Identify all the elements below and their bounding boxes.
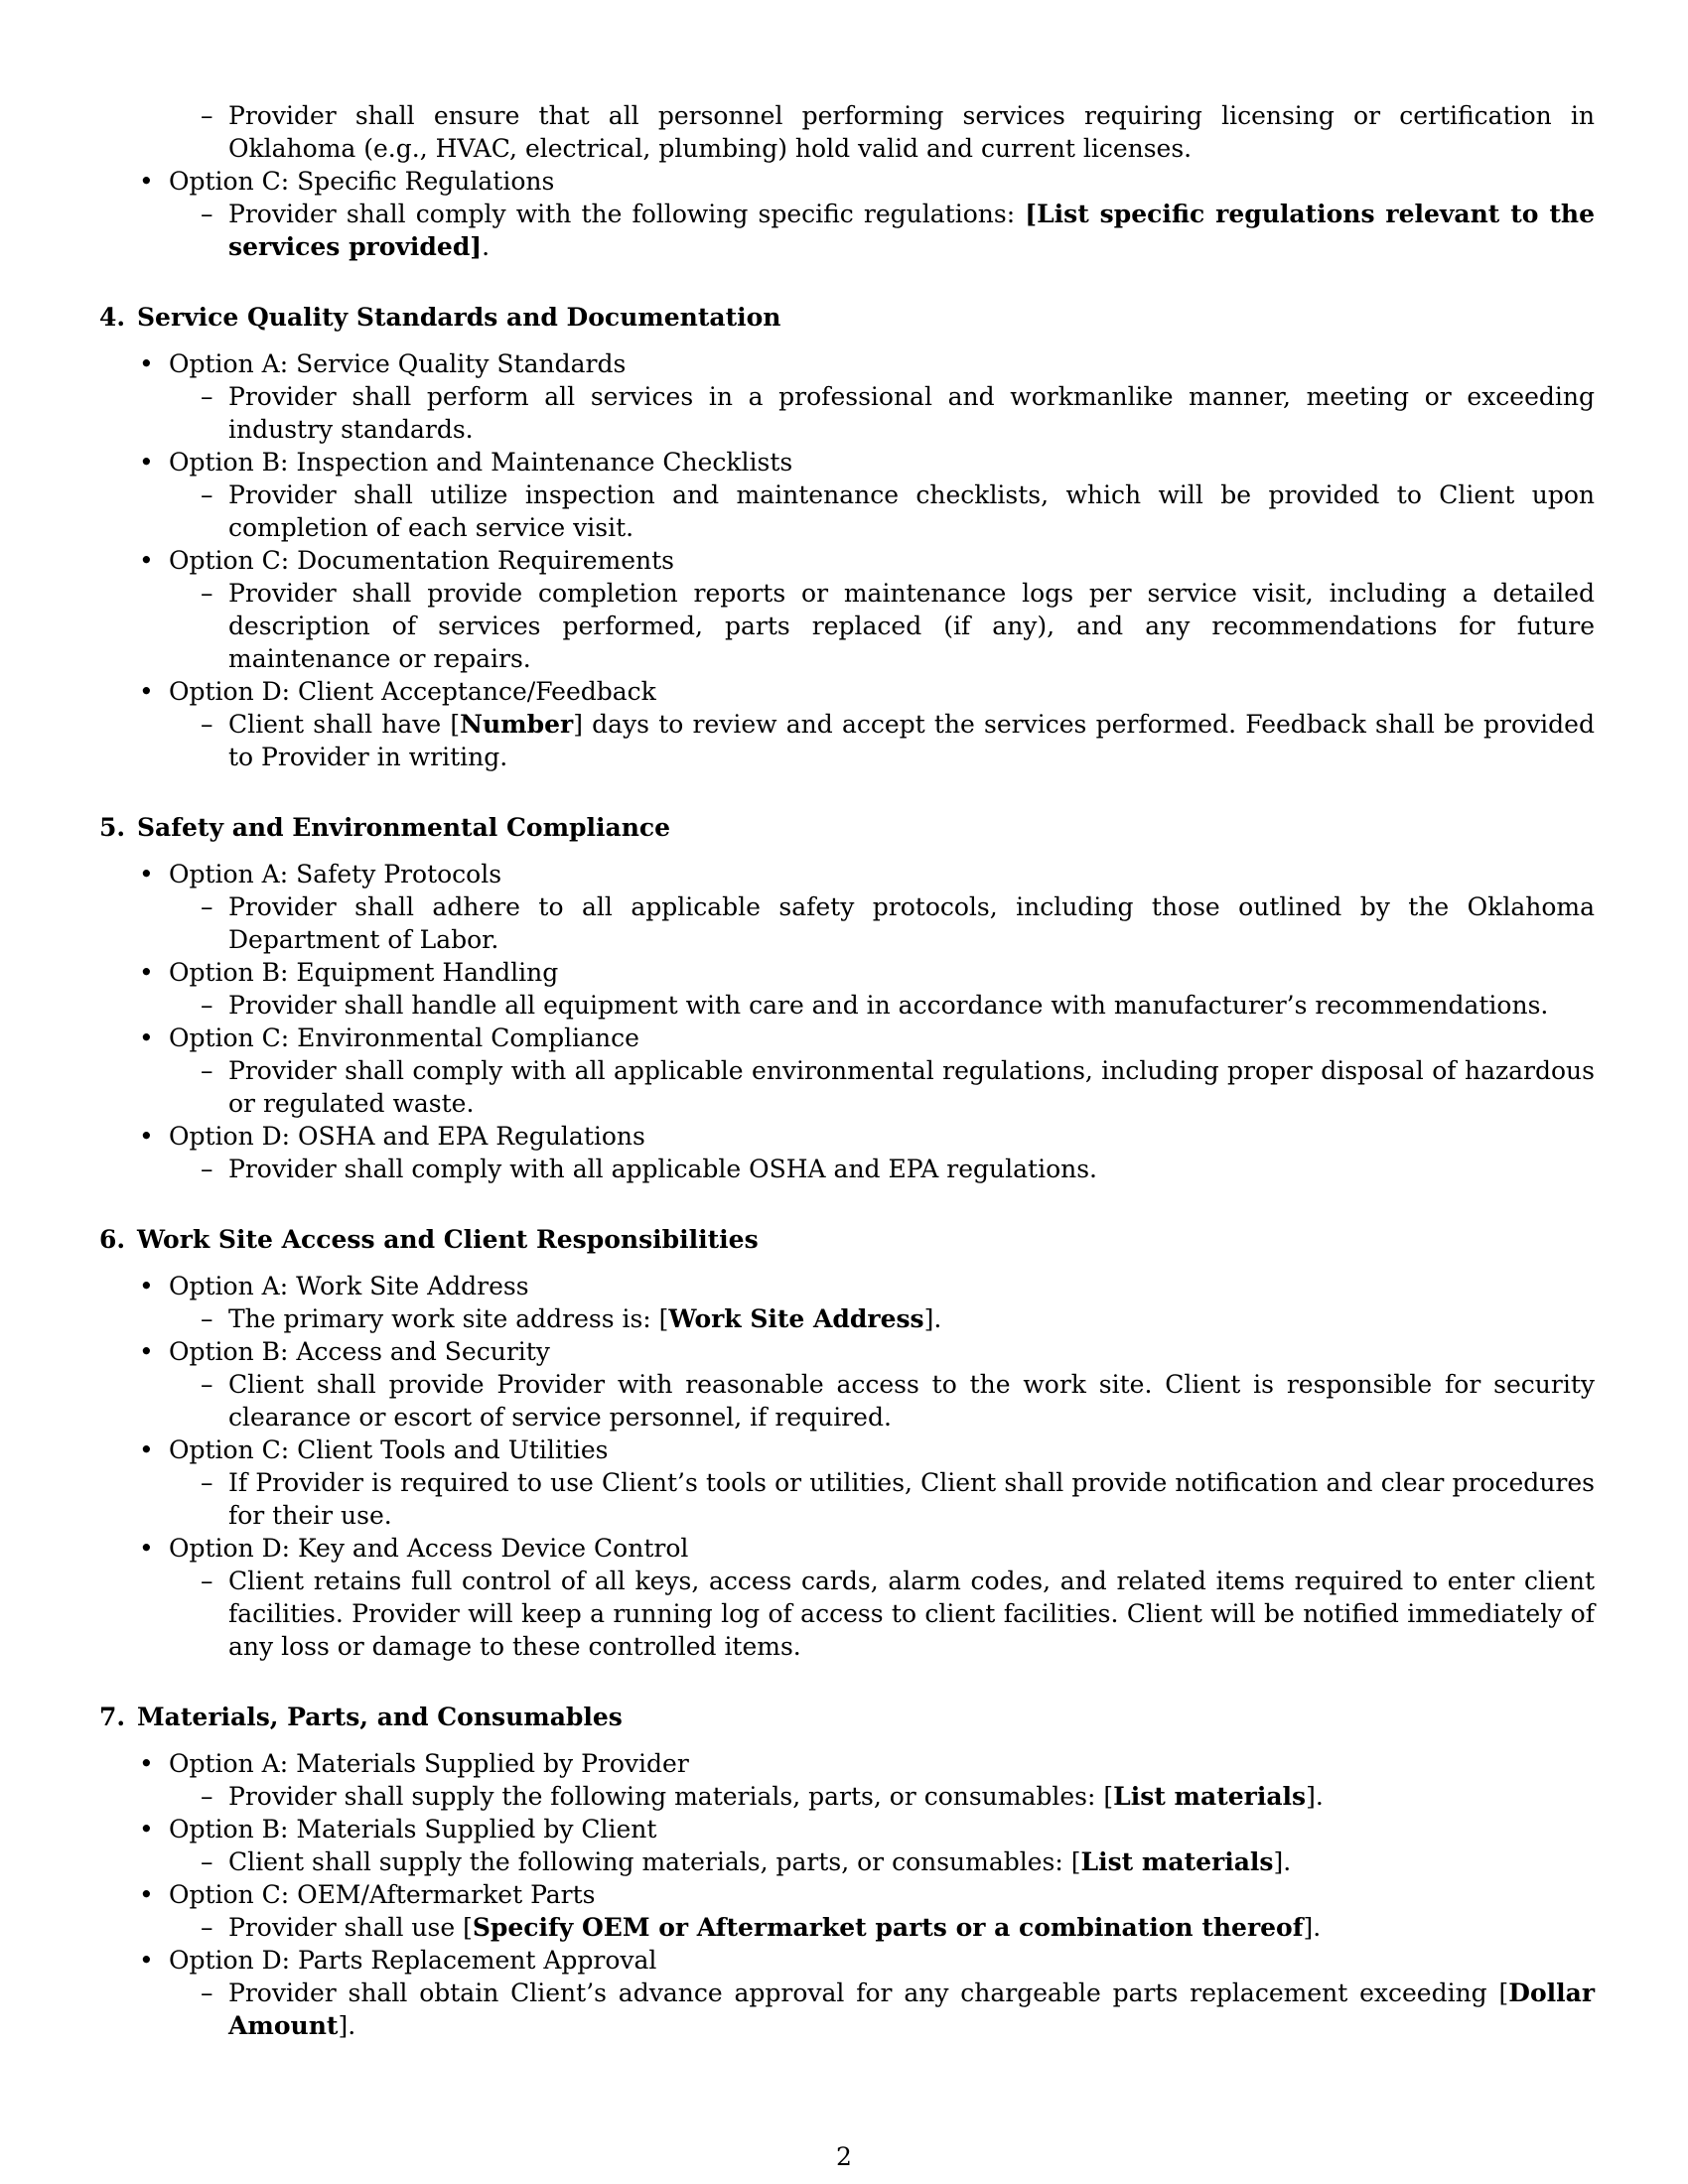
dash-marker: – (201, 579, 213, 608)
option-item (99, 544, 1595, 577)
bullet-marker: • (139, 1272, 154, 1300)
bullet-marker: • (139, 677, 154, 706)
section-heading (99, 811, 1595, 844)
sub-item (99, 708, 1595, 773)
sub-item-text: Provider shall comply with all applicable environmental regulations, including proper disposal of hazardous or regulated waste. (228, 1056, 1595, 1118)
option-label: Option C: Client Tools and Utilities (169, 1435, 609, 1464)
sub-item (99, 1466, 1595, 1532)
option-label: Option A: Service Quality Standards (169, 349, 627, 378)
placeholder-field: Specify OEM or Aftermarket parts or a combination thereof (472, 1913, 1304, 1942)
option-item (99, 1944, 1595, 1977)
bullet-marker: • (139, 1946, 154, 1975)
sub-item (99, 989, 1595, 1022)
sub-item-text: Provider shall handle all equipment with care and in accordance with manufacturer’s recommendations. (228, 991, 1549, 1020)
sub-item (99, 380, 1595, 446)
dash-marker: – (201, 101, 213, 130)
option-item (99, 347, 1595, 380)
option-label: Option D: OSHA and EPA Regulations (169, 1122, 645, 1151)
option-item (99, 1270, 1595, 1302)
page-number: 2 (836, 2142, 852, 2171)
option-label: Option C: Specific Regulations (169, 167, 555, 196)
sub-item (99, 1368, 1595, 1433)
option-item (99, 1335, 1595, 1368)
bullet-marker: • (139, 1435, 154, 1464)
sub-item-text: Provider shall utilize inspection and maintenance checklists, which will be provided to Client upon completion of each service visit. (228, 480, 1595, 542)
sub-item-text: Provider shall obtain Client’s advance approval for any chargeable parts replacement exceeding [ (228, 1979, 1509, 2007)
placeholder-field: [List specific regulations relevant to the services provided] (228, 200, 1595, 261)
bullet-marker: • (139, 860, 154, 888)
dash-marker: – (201, 1155, 213, 1183)
bullet-marker: • (139, 546, 154, 575)
option-item (99, 675, 1595, 708)
option-label: Option B: Equipment Handling (169, 958, 559, 987)
dash-marker: – (201, 1468, 213, 1497)
sub-item-text: ]. (1303, 1913, 1322, 1942)
sub-item (99, 1153, 1595, 1185)
dash-marker: – (201, 710, 213, 739)
sub-item (99, 1845, 1595, 1878)
sub-item (99, 1780, 1595, 1813)
section-number: 6. (99, 1225, 126, 1254)
dash-marker: – (201, 1782, 213, 1811)
option-item (99, 1433, 1595, 1466)
option-label: Option D: Parts Replacement Approval (169, 1946, 657, 1975)
sub-item-text: ]. (1273, 1847, 1292, 1876)
sub-item (99, 1054, 1595, 1120)
sub-item-text: Provider shall adhere to all applicable safety protocols, including those outlined by the Oklahoma Department of Labor. (228, 892, 1595, 954)
sub-item-text: Provider shall ensure that all personnel performing services requiring licensing or certification in Oklahoma (e.g., HVAC, electrical, plumbing) hold valid and current licenses. (228, 101, 1595, 163)
sub-item (99, 99, 1595, 165)
sub-item-text: Client retains full control of all keys, access cards, alarm codes, and related items required to enter client facilities. Provider will keep a running log of access to client facilities. Client will be notified immediately of any loss or damage to these controlled items. (228, 1567, 1595, 1661)
sub-item (99, 1911, 1595, 1944)
option-label: Option B: Inspection and Maintenance Checklists (169, 448, 793, 477)
section-number: 7. (99, 1703, 126, 1731)
dash-marker: – (201, 991, 213, 1020)
section-title: Materials, Parts, and Consumables (137, 1703, 623, 1731)
bullet-marker: • (139, 1880, 154, 1909)
option-item (99, 858, 1595, 890)
sub-item (99, 478, 1595, 544)
option-label: Option A: Work Site Address (169, 1272, 529, 1300)
sub-item-text: Provider shall supply the following materials, parts, or consumables: [ (228, 1782, 1114, 1811)
section-title: Work Site Access and Client Responsibilities (137, 1225, 759, 1254)
option-label: Option B: Materials Supplied by Client (169, 1815, 657, 1843)
section-title: Service Quality Standards and Documentation (137, 303, 781, 332)
option-label: Option C: Environmental Compliance (169, 1024, 639, 1052)
placeholder-field: List materials (1113, 1782, 1307, 1811)
sub-item-text: . (482, 232, 491, 261)
dash-marker: – (201, 1913, 213, 1942)
bullet-marker: • (139, 167, 154, 196)
section-title: Safety and Environmental Compliance (137, 813, 671, 842)
option-item (99, 1022, 1595, 1054)
sub-item (99, 1565, 1595, 1663)
option-label: Option A: Safety Protocols (169, 860, 502, 888)
dash-marker: – (201, 382, 213, 411)
bullet-marker: • (139, 1815, 154, 1843)
placeholder-field: Number (460, 710, 574, 739)
section-number: 4. (99, 303, 126, 332)
option-item (99, 446, 1595, 478)
sub-item-text: Provider shall provide completion reports or maintenance logs per service visit, including a detailed description of services performed, parts replaced (if any), and any recommendations for future maintenance or repairs. (228, 579, 1595, 673)
dash-marker: – (201, 480, 213, 509)
sub-item-text: Provider shall perform all services in a professional and workmanlike manner, meeting or exceeding industry standards. (228, 382, 1595, 444)
bullet-marker: • (139, 349, 154, 378)
bullet-marker: • (139, 1122, 154, 1151)
placeholder-field: List materials (1080, 1847, 1274, 1876)
sub-item (99, 198, 1595, 263)
dash-marker: – (201, 892, 213, 921)
sub-item-text: Provider shall comply with all applicable OSHA and EPA regulations. (228, 1155, 1097, 1183)
sub-item-text: Provider shall comply with the following specific regulations: (228, 200, 1026, 228)
section-6 (99, 1223, 1595, 1663)
bullet-marker: • (139, 958, 154, 987)
option-item (99, 165, 1595, 198)
bullet-marker: • (139, 448, 154, 477)
option-label: Option D: Client Acceptance/Feedback (169, 677, 656, 706)
sub-item-text: Client shall have [ (228, 710, 461, 739)
bullet-marker: • (139, 1749, 154, 1778)
placeholder-field: Dollar Amount (228, 1979, 1595, 2040)
section-heading (99, 1223, 1595, 1256)
sub-item-text: Client shall provide Provider with reasonable access to the work site. Client is responsible for security clearance or escort of service personnel, if required. (228, 1370, 1595, 1432)
option-item (99, 1532, 1595, 1565)
sub-item-text: ]. (1306, 1782, 1324, 1811)
sub-item-text: Provider shall use [ (228, 1913, 473, 1942)
option-label: Option D: Key and Access Device Control (169, 1534, 689, 1563)
dash-marker: – (201, 1056, 213, 1085)
dash-marker: – (201, 1567, 213, 1595)
bullet-marker: • (139, 1534, 154, 1563)
dash-marker: – (201, 1370, 213, 1399)
sub-item-text: The primary work site address is: [ (228, 1304, 669, 1333)
sub-item-text: If Provider is required to use Client’s tools or utilities, Client shall provide notification and clear procedures for their use. (228, 1468, 1595, 1530)
section-3-continuation (99, 99, 1595, 263)
section-heading (99, 301, 1595, 334)
section-4 (99, 301, 1595, 773)
option-item (99, 1878, 1595, 1911)
document-page (99, 99, 1595, 2042)
section-7 (99, 1701, 1595, 2042)
sub-item-text: ]. (923, 1304, 942, 1333)
placeholder-field: Work Site Address (668, 1304, 924, 1333)
option-label: Option B: Access and Security (169, 1337, 550, 1366)
section-5 (99, 811, 1595, 1185)
option-item (99, 956, 1595, 989)
option-item (99, 1747, 1595, 1780)
option-label: Option C: OEM/Aftermarket Parts (169, 1880, 596, 1909)
dash-marker: – (201, 1304, 213, 1333)
dash-marker: – (201, 200, 213, 228)
dash-marker: – (201, 1847, 213, 1876)
sub-item (99, 1302, 1595, 1335)
section-number: 5. (99, 813, 126, 842)
section-heading (99, 1701, 1595, 1733)
sub-item-text: ]. (338, 2011, 356, 2040)
sub-item-text: ] days to review and accept the services performed. Feedback shall be provided to Provider in writing. (228, 710, 1595, 771)
dash-marker: – (201, 1979, 213, 2007)
option-item (99, 1120, 1595, 1153)
option-label: Option C: Documentation Requirements (169, 546, 674, 575)
bullet-marker: • (139, 1024, 154, 1052)
option-item (99, 1813, 1595, 1845)
sub-item (99, 890, 1595, 956)
sub-item-text: Client shall supply the following materials, parts, or consumables: [ (228, 1847, 1081, 1876)
bullet-marker: • (139, 1337, 154, 1366)
sub-item (99, 1977, 1595, 2042)
sub-item (99, 577, 1595, 675)
option-label: Option A: Materials Supplied by Provider (169, 1749, 689, 1778)
